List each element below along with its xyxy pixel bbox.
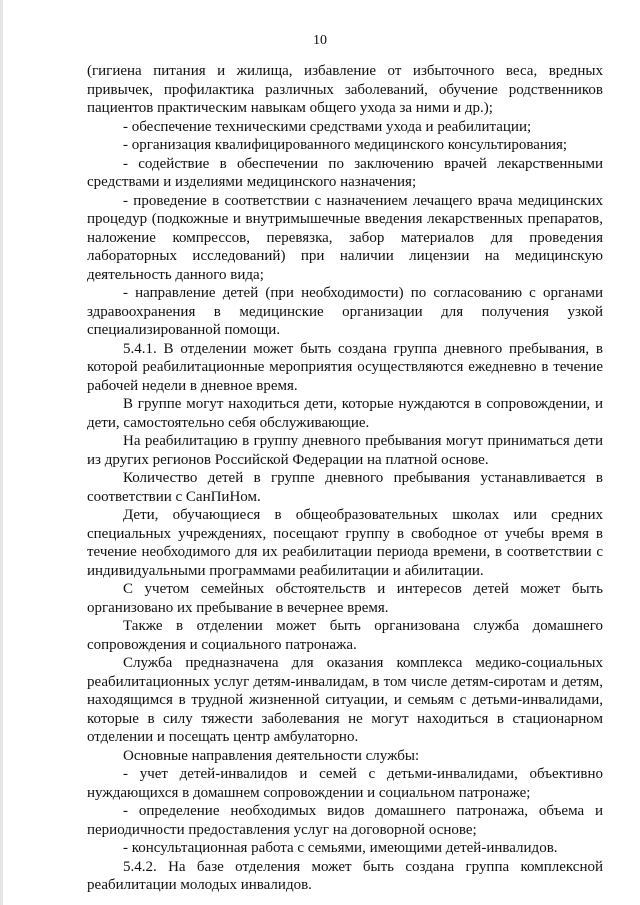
list-item: - консультационная работа с семьями, имеющими детей-инвалидов.	[123, 840, 558, 856]
paragraph: На реабилитацию в группу дневного пребывания могут приниматься дети из других регионов Российской Федерации на платной основе.	[87, 433, 603, 468]
list-item: - обеспечение техническими средствами ухода и реабилитации;	[123, 118, 532, 135]
list-item: - проведение в соответствии с назначением лечащего врача медицинских процедур (подкожные и внутримышечные введения лекарственных препаратов, наложение компрессов, перевязка, забор материалов для проведения лабораторных исследований) при наличии лицензии на медицинскую деятельность данного вида;	[87, 192, 603, 283]
paragraph: Дети, обучающиеся в общеобразовательных школах или средних специальных учреждениях, посещают группу в свободное от учебы время в течение необходимого для их реабилитации периода времени, в соответствии с индивидуальными программами реабилитации и абилитации.	[87, 507, 603, 579]
paragraph: С учетом семейных обстоятельств и интересов детей может быть организовано их пребывание в вечернее время.	[87, 581, 603, 616]
list-item: - организация квалифицированного медицинского консультирования;	[123, 137, 568, 153]
scan-edge	[0, 0, 3, 905]
body-text	[87, 62, 603, 895]
paragraph: Также в отделении может быть организована служба домашнего сопровождения и социального патронажа.	[87, 618, 603, 653]
list-item: - определение необходимых видов домашнего патронажа, объема и периодичности предоставления услуг на договорной основе;	[87, 803, 603, 838]
paragraph: Служба предназначена для оказания комплекса медико-социальных реабилитационных услуг детям-инвалидам, в том числе детям-сиротам и детям, находящимся в трудной жизненной ситуации, и семьям с детьми-инвалидами, которые в силу тяжести заболевания не могут находиться в стационарном отделении и посещать центр амбулаторно.	[87, 655, 603, 745]
paragraph: Количество детей в группе дневного пребывания устанавливается в соответствии с СанПиНом.	[87, 470, 603, 505]
paragraph: В группе могут находиться дети, которые нуждаются в сопровождении, и дети, самостоятельно себя обслуживающие.	[87, 396, 603, 431]
list-item: - содействие в обеспечении по заключению врачей лекарственными средствами и изделиями медицинского назначения;	[87, 155, 603, 190]
paragraph: 5.4.1. В отделении может быть создана группа дневного пребывания, в которой реабилитационные мероприятия осуществляются ежедневно в течение рабочей недели в дневное время.	[87, 340, 603, 394]
list-item: - направление детей (при необходимости) по согласованию с органами здравоохранения в медицинские организации для получения узкой специализированной помощи.	[87, 285, 603, 338]
paragraph: (гигиена питания и жилища, избавление от избыточного веса, вредных привычек, профилактика различных заболеваний, обучение родственников пациентов практическим навыкам общего ухода за ними и др.);	[87, 63, 603, 116]
paragraph: Основные направления деятельности службы:	[123, 747, 420, 764]
paragraph: 5.4.2. На базе отделения может быть создана группа комплексной реабилитации молодых инвалидов.	[87, 858, 603, 893]
page-number: 10	[313, 33, 327, 48]
list-item: - учет детей-инвалидов и семей с детьми-инвалидами, объективно нуждающихся в домашнем сопровождении и социальном патронаже;	[87, 766, 603, 801]
